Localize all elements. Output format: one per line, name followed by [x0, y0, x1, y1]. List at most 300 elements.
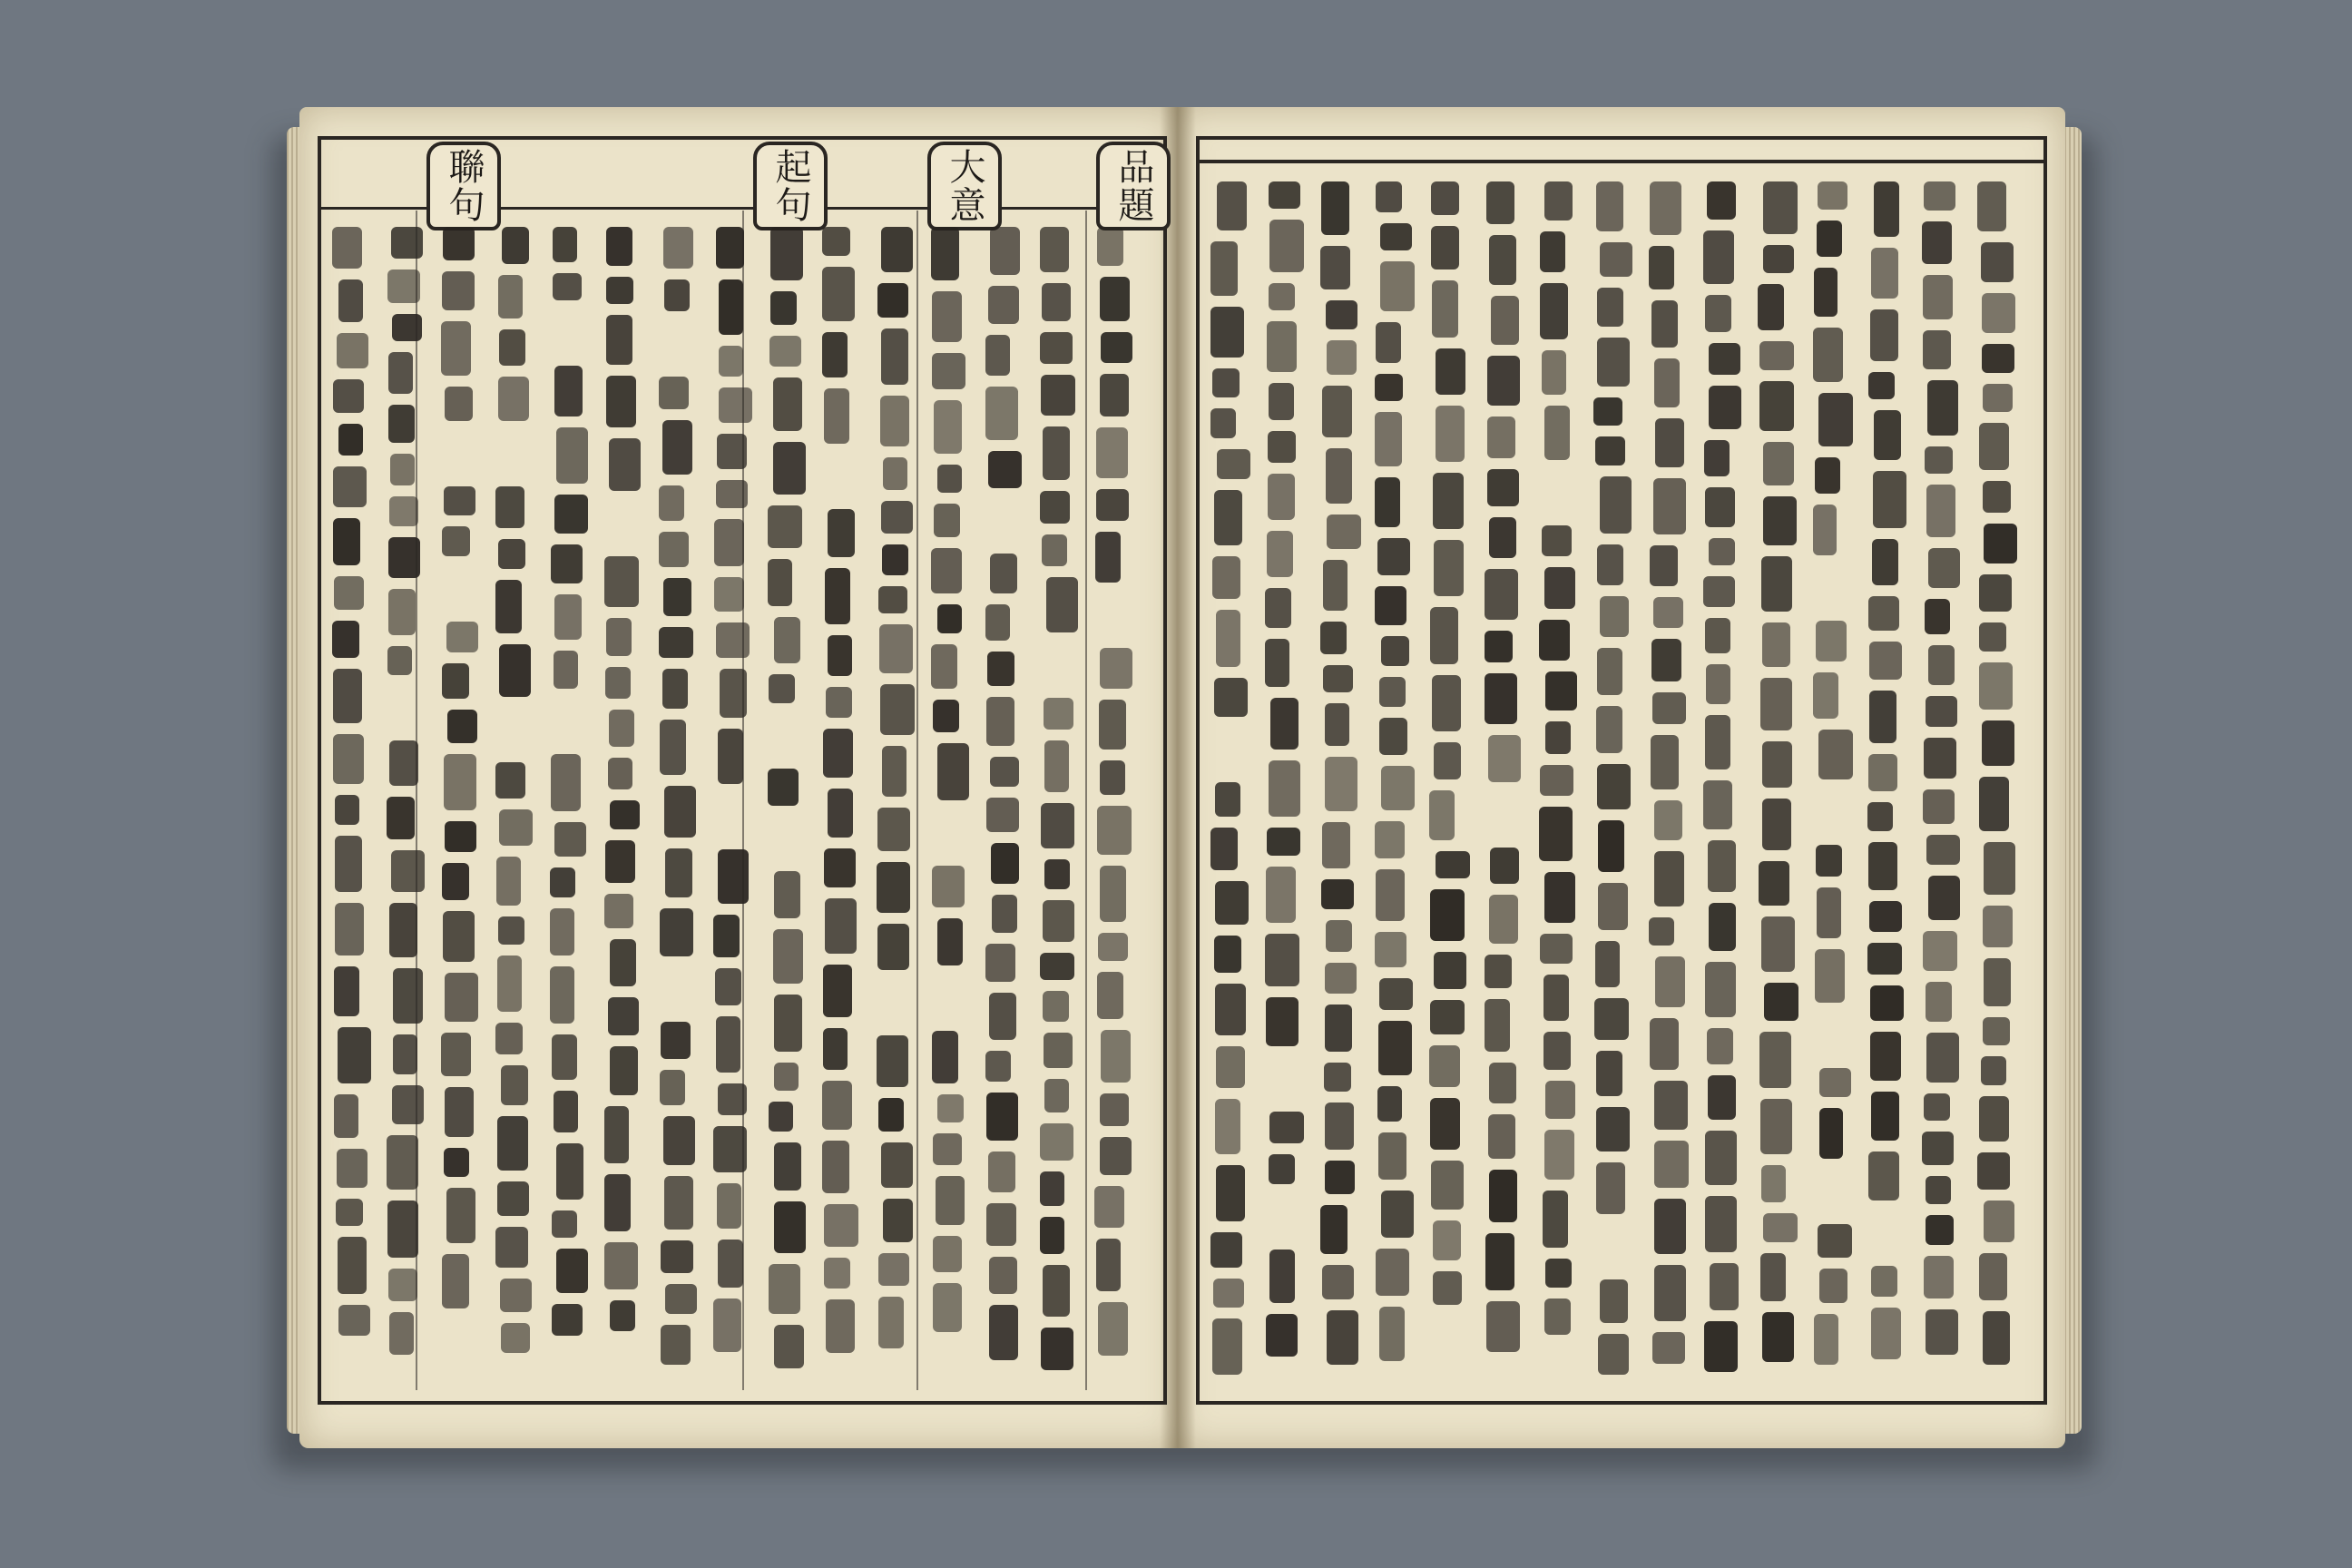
ink-text-column — [1649, 181, 1683, 1375]
ink-text-column — [1922, 181, 1956, 1366]
ink-glyph — [610, 800, 640, 829]
ink-glyph — [1100, 1137, 1132, 1175]
ink-glyph — [1873, 471, 1906, 528]
ink-glyph — [1321, 181, 1349, 235]
ink-glyph — [1040, 1217, 1064, 1254]
ink-glyph — [1813, 672, 1838, 719]
ink-glyph — [1326, 448, 1353, 504]
ink-glyph — [1098, 933, 1128, 961]
ink-glyph — [990, 227, 1020, 275]
ink-glyph — [822, 332, 848, 377]
ink-glyph — [553, 273, 582, 300]
ink-glyph — [1813, 328, 1843, 382]
ink-glyph — [662, 420, 692, 475]
ink-glyph — [332, 621, 359, 658]
ink-glyph — [1327, 1310, 1359, 1365]
ink-glyph — [824, 848, 856, 887]
ink-glyph — [1431, 1161, 1464, 1210]
ink-glyph — [608, 997, 639, 1035]
ink-glyph — [498, 539, 525, 569]
ink-glyph — [1869, 691, 1896, 743]
ink-glyph — [1874, 410, 1901, 460]
ink-glyph — [1926, 1309, 1958, 1355]
header-box-pinti: 品題 — [1096, 142, 1171, 230]
ink-glyph — [1818, 1224, 1852, 1258]
ink-glyph — [443, 227, 475, 260]
ink-glyph — [1542, 525, 1572, 556]
ink-glyph — [1984, 1200, 2014, 1242]
ink-glyph — [1818, 730, 1853, 779]
ink-glyph — [606, 315, 632, 365]
ink-glyph — [1926, 835, 1959, 865]
ink-glyph — [1869, 901, 1902, 932]
ink-glyph — [1923, 275, 1953, 319]
ink-glyph — [1545, 721, 1571, 754]
ink-glyph — [824, 388, 849, 444]
ink-glyph — [1041, 375, 1075, 416]
ink-glyph — [989, 1305, 1018, 1360]
ink-text-column — [332, 227, 367, 1401]
ink-glyph — [1922, 221, 1952, 264]
ink-glyph — [823, 1028, 848, 1070]
ink-glyph — [610, 1300, 635, 1331]
ink-glyph — [1321, 879, 1354, 909]
ink-glyph — [661, 1240, 693, 1273]
ink-glyph — [1600, 596, 1628, 637]
ink-glyph — [1545, 1259, 1572, 1288]
ink-glyph — [501, 1323, 530, 1353]
ink-glyph — [1381, 636, 1409, 666]
ink-glyph — [1215, 1099, 1240, 1154]
ink-glyph — [1649, 917, 1675, 946]
ink-glyph — [661, 1022, 691, 1059]
ink-glyph — [444, 486, 475, 515]
ink-glyph — [1597, 648, 1622, 695]
ink-glyph — [1043, 1265, 1070, 1317]
ink-glyph — [1705, 1131, 1737, 1185]
ink-glyph — [1653, 597, 1683, 628]
ink-glyph — [1922, 1132, 1953, 1165]
ink-glyph — [1488, 735, 1522, 782]
ink-glyph — [1655, 418, 1684, 467]
ink-glyph — [1322, 1265, 1355, 1299]
ink-glyph — [1323, 560, 1348, 611]
ink-glyph — [1210, 307, 1244, 358]
ink-glyph — [556, 1143, 583, 1200]
ink-glyph — [1540, 934, 1573, 964]
ink-text-column — [1265, 181, 1299, 1367]
ink-glyph — [660, 720, 686, 775]
ink-glyph — [496, 857, 521, 906]
ink-text-column — [495, 227, 530, 1364]
ink-glyph — [606, 376, 636, 427]
ink-glyph — [332, 227, 362, 269]
ink-glyph — [1545, 1081, 1575, 1119]
ink-glyph — [1379, 718, 1407, 755]
ink-glyph — [1544, 1298, 1571, 1335]
ink-glyph — [879, 624, 913, 673]
ink-glyph — [1429, 1045, 1460, 1087]
ink-glyph — [1979, 423, 2009, 470]
ink-glyph — [1763, 442, 1794, 485]
ink-glyph — [933, 1133, 962, 1165]
ink-glyph — [881, 328, 908, 385]
ink-glyph — [1096, 1239, 1121, 1291]
ink-glyph — [550, 867, 575, 897]
ink-glyph — [1815, 457, 1840, 494]
ink-glyph — [608, 758, 632, 789]
ink-glyph — [883, 457, 907, 490]
ink-glyph — [556, 1249, 588, 1293]
ink-glyph — [1100, 760, 1125, 795]
ink-glyph — [444, 1148, 469, 1177]
ink-glyph — [1762, 1312, 1793, 1362]
ink-glyph — [828, 635, 852, 676]
ink-glyph — [1871, 248, 1898, 299]
ink-glyph — [337, 1149, 368, 1188]
ink-glyph — [1759, 861, 1789, 906]
ink-glyph — [933, 1236, 962, 1272]
ink-glyph — [554, 822, 586, 857]
ink-text-column — [1813, 181, 1847, 1376]
ink-glyph — [1376, 322, 1401, 363]
header-box-dayi: 大意 — [927, 142, 1002, 230]
ink-glyph — [1600, 242, 1632, 277]
ink-glyph — [446, 1188, 475, 1243]
ink-glyph — [1216, 1046, 1245, 1088]
ink-glyph — [715, 968, 741, 1005]
ink-text-column — [550, 227, 584, 1347]
ink-glyph — [1266, 867, 1296, 923]
ink-glyph — [1924, 738, 1956, 779]
ink-glyph — [1926, 696, 1957, 727]
ink-glyph — [334, 1094, 358, 1138]
ink-glyph — [1595, 941, 1620, 987]
ink-glyph — [665, 1284, 697, 1314]
ink-glyph — [768, 769, 799, 806]
ink-glyph — [881, 227, 913, 272]
ink-glyph — [882, 746, 906, 797]
ink-glyph — [936, 1176, 965, 1225]
ink-glyph — [1098, 1302, 1128, 1356]
ink-glyph — [388, 405, 415, 443]
ink-glyph — [880, 684, 915, 735]
ink-glyph — [444, 754, 476, 810]
ink-glyph — [877, 924, 909, 970]
ink-glyph — [445, 1087, 474, 1137]
ink-glyph — [550, 908, 574, 956]
ink-glyph — [441, 321, 471, 376]
ink-glyph — [713, 1298, 741, 1352]
ink-glyph — [1703, 780, 1732, 829]
ink-glyph — [333, 379, 364, 413]
ink-glyph — [769, 336, 801, 367]
ink-glyph — [1710, 1263, 1739, 1310]
ink-glyph — [822, 1141, 849, 1193]
ink-glyph — [552, 1304, 583, 1336]
ink-glyph — [388, 352, 413, 394]
ink-text-column — [877, 227, 911, 1359]
ink-glyph — [604, 894, 633, 928]
ink-glyph — [392, 1085, 424, 1124]
ink-glyph — [1763, 1213, 1798, 1242]
ink-glyph — [1375, 932, 1406, 967]
ink-glyph — [1485, 999, 1510, 1052]
ink-glyph — [1760, 678, 1792, 730]
ink-glyph — [1818, 181, 1847, 210]
ink-glyph — [826, 687, 852, 718]
ink-glyph — [1269, 1154, 1295, 1184]
ink-glyph — [1265, 639, 1289, 687]
ink-glyph — [1216, 610, 1240, 667]
ink-glyph — [990, 757, 1019, 787]
ink-glyph — [497, 1181, 529, 1216]
ink-glyph — [606, 618, 632, 656]
ink-glyph — [1874, 181, 1899, 237]
ink-glyph — [1379, 978, 1413, 1010]
ink-glyph — [1597, 338, 1629, 387]
ink-glyph — [1324, 1063, 1351, 1092]
ink-glyph — [1818, 393, 1853, 446]
ink-glyph — [1651, 300, 1678, 348]
ink-glyph — [1042, 534, 1067, 566]
ink-glyph — [1327, 340, 1357, 375]
section-divider-line — [742, 211, 744, 1390]
ink-glyph — [387, 797, 415, 839]
ink-glyph — [1544, 975, 1569, 1021]
ink-glyph — [1544, 1130, 1574, 1180]
ink-glyph — [1984, 524, 2018, 564]
ink-glyph — [1375, 374, 1403, 401]
ink-glyph — [664, 279, 690, 311]
ink-glyph — [1705, 962, 1736, 1017]
ink-glyph — [659, 377, 689, 409]
ink-glyph — [937, 604, 962, 633]
ink-glyph — [1650, 1018, 1679, 1070]
ink-glyph — [1046, 577, 1078, 632]
ink-glyph — [774, 1201, 806, 1253]
ink-glyph — [1816, 621, 1847, 662]
ink-glyph — [1044, 740, 1069, 792]
ink-glyph — [609, 438, 641, 491]
ink-glyph — [1485, 569, 1519, 620]
ink-glyph — [1979, 1253, 2008, 1300]
ink-glyph — [1977, 1152, 2010, 1190]
ink-glyph — [554, 651, 578, 689]
ink-glyph — [1596, 181, 1623, 231]
ink-glyph — [1926, 1215, 1953, 1245]
ink-glyph — [1597, 544, 1623, 585]
ink-glyph — [554, 366, 583, 416]
ink-glyph — [389, 1312, 414, 1355]
ink-glyph — [714, 577, 744, 612]
ink-glyph — [1429, 790, 1455, 840]
ink-glyph — [1489, 1063, 1517, 1103]
right-top-rule — [1196, 160, 2043, 163]
ink-glyph — [661, 1325, 691, 1365]
ink-glyph — [1819, 1108, 1844, 1159]
ink-text-column — [1758, 181, 1792, 1373]
ink-glyph — [1868, 372, 1895, 399]
ink-glyph — [1040, 953, 1074, 980]
ink-glyph — [1375, 821, 1405, 858]
ink-glyph — [1040, 1123, 1073, 1161]
ink-glyph — [1380, 223, 1412, 250]
ink-glyph — [932, 866, 965, 907]
ink-glyph — [1323, 665, 1353, 692]
ink-glyph — [1326, 920, 1352, 952]
ink-glyph — [1819, 1269, 1847, 1303]
ink-glyph — [1708, 1075, 1736, 1120]
header-box-qiju: 起句 — [753, 142, 828, 230]
ink-glyph — [610, 939, 636, 986]
ink-glyph — [1705, 1196, 1737, 1252]
ink-glyph — [664, 786, 696, 838]
ink-glyph — [498, 377, 529, 421]
ink-glyph — [1100, 374, 1129, 416]
ink-glyph — [1707, 1028, 1733, 1064]
ink-glyph — [1434, 742, 1461, 779]
ink-glyph — [1979, 622, 2006, 652]
ink-glyph — [769, 1102, 793, 1132]
ink-glyph — [1214, 936, 1241, 973]
ink-glyph — [1376, 869, 1405, 921]
ink-glyph — [774, 871, 800, 918]
ink-glyph — [714, 519, 744, 566]
ink-glyph — [1817, 887, 1842, 938]
ink-glyph — [552, 1210, 577, 1238]
ink-glyph — [1928, 645, 1955, 685]
ink-glyph — [1816, 845, 1842, 877]
ink-glyph — [1485, 1233, 1515, 1290]
ink-glyph — [1925, 599, 1949, 634]
ink-glyph — [1598, 1334, 1629, 1375]
ink-glyph — [393, 968, 423, 1024]
ink-glyph — [1760, 1253, 1786, 1301]
ink-glyph — [1923, 789, 1955, 824]
ink-glyph — [1704, 1321, 1738, 1372]
ink-glyph — [1436, 348, 1465, 395]
ink-glyph — [1539, 807, 1573, 861]
ink-glyph — [1325, 1004, 1352, 1052]
ink-glyph — [1100, 277, 1130, 321]
ink-glyph — [1651, 639, 1681, 681]
ink-glyph — [1926, 1176, 1951, 1204]
ink-glyph — [1544, 872, 1575, 923]
ink-glyph — [1981, 242, 2014, 282]
ink-glyph — [1325, 1102, 1354, 1150]
ink-glyph — [1926, 982, 1951, 1022]
ink-glyph — [1325, 703, 1350, 746]
ink-glyph — [1269, 383, 1294, 420]
ink-glyph — [1267, 828, 1299, 856]
ink-text-column — [1429, 181, 1464, 1370]
ink-glyph — [1217, 449, 1250, 479]
ink-glyph — [387, 1200, 418, 1258]
ink-glyph — [1813, 505, 1838, 555]
ink-glyph — [1593, 397, 1622, 426]
ink-glyph — [338, 279, 363, 322]
ink-glyph — [1761, 556, 1791, 612]
ink-text-column — [1867, 181, 1902, 1370]
ink-glyph — [986, 697, 1014, 746]
ink-glyph — [1269, 181, 1300, 209]
ink-glyph — [1097, 227, 1123, 266]
ink-glyph — [1270, 698, 1298, 750]
ink-glyph — [1763, 181, 1797, 234]
ink-glyph — [877, 862, 910, 913]
ink-glyph — [659, 532, 689, 567]
ink-glyph — [1097, 972, 1123, 1019]
ink-glyph — [1489, 895, 1518, 944]
ink-glyph — [1763, 496, 1796, 545]
ink-glyph — [1597, 288, 1622, 327]
ink-glyph — [770, 227, 803, 280]
ink-glyph — [1870, 1032, 1901, 1081]
ink-glyph — [1269, 760, 1299, 817]
ink-glyph — [1431, 226, 1458, 270]
section-divider-line — [416, 211, 417, 1390]
ink-glyph — [1543, 1191, 1568, 1248]
ink-glyph — [985, 604, 1010, 641]
ink-glyph — [445, 973, 478, 1022]
ink-glyph — [497, 1116, 528, 1171]
ink-glyph — [1545, 671, 1577, 710]
ink-glyph — [1375, 477, 1400, 527]
ink-glyph — [1927, 380, 1958, 436]
ink-glyph — [931, 644, 957, 689]
ink-glyph — [1705, 487, 1735, 527]
ink-glyph — [1433, 473, 1463, 529]
ink-glyph — [769, 1264, 800, 1314]
ink-glyph — [883, 1199, 913, 1242]
ink-glyph — [933, 1283, 962, 1332]
ink-glyph — [1868, 596, 1899, 631]
ink-glyph — [498, 916, 524, 945]
ink-glyph — [1652, 1332, 1685, 1364]
ink-glyph — [1489, 235, 1516, 285]
ink-glyph — [333, 669, 362, 723]
ink-glyph — [1923, 330, 1950, 369]
ink-glyph — [1983, 1311, 2011, 1365]
ink-glyph — [551, 754, 581, 811]
ink-glyph — [1870, 309, 1898, 361]
ink-glyph — [1707, 181, 1736, 220]
ink-glyph — [1265, 588, 1290, 628]
ink-glyph — [552, 1034, 577, 1080]
ink-glyph — [447, 710, 477, 743]
ink-glyph — [1540, 283, 1568, 339]
ink-glyph — [1430, 1000, 1465, 1034]
ink-glyph — [389, 740, 418, 786]
ink-glyph — [1544, 181, 1573, 220]
ink-glyph — [1041, 803, 1074, 848]
ink-glyph — [1217, 181, 1247, 230]
ink-glyph — [934, 400, 962, 454]
ink-glyph — [1594, 998, 1628, 1040]
ink-glyph — [441, 1033, 471, 1076]
ink-glyph — [1215, 984, 1246, 1035]
ink-glyph — [1982, 720, 2014, 766]
ink-glyph — [1040, 332, 1073, 364]
ink-glyph — [768, 559, 792, 606]
ink-glyph — [1759, 381, 1794, 431]
ink-glyph — [1709, 903, 1736, 951]
ink-text-column — [1593, 181, 1628, 1386]
ink-glyph — [335, 836, 362, 892]
ink-glyph — [1761, 1165, 1786, 1202]
ink-glyph — [497, 956, 522, 1012]
